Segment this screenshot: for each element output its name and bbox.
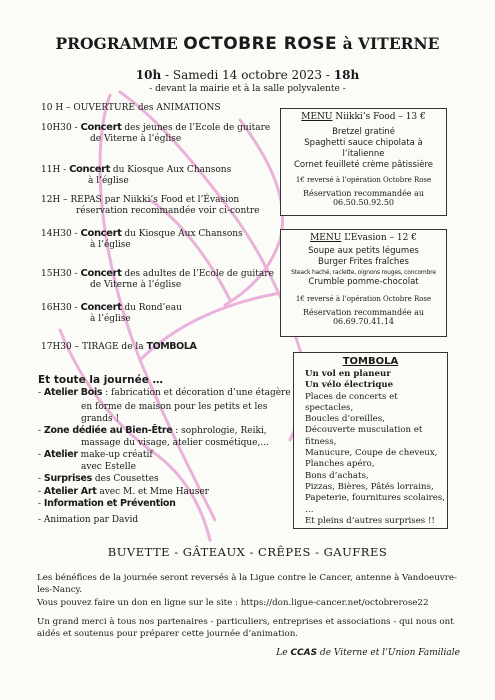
prize-item: Un vol en planeur bbox=[305, 369, 391, 379]
event-date bbox=[0, 68, 495, 82]
menu-note: 1€ reversé à l’opération Octobre Rose bbox=[295, 295, 432, 303]
prize-item: Découverte musculation et fitness, bbox=[305, 425, 423, 447]
page-title bbox=[0, 34, 495, 54]
activity-animation: - Animation par David bbox=[38, 514, 139, 525]
signature: Le CCAS de Viterne et l’Union Familiale bbox=[276, 648, 460, 658]
opening: 10 H – OUVERTURE des ANIMATIONS bbox=[41, 103, 221, 113]
prize-item: Places de concerts et spectacles, bbox=[305, 391, 398, 413]
prize-item: … bbox=[305, 504, 314, 515]
tirage: 17H30 – TIRAGE de la TOMBOLA bbox=[41, 341, 197, 352]
menu-title: MENU bbox=[301, 112, 333, 122]
menu-niikkis-food: MENU Niikki’s Food – 13 € Bretzel gratiné Spaghetti sauce chipolata à l’italienne Cornet feuilleté crème pâtissière 1€ reversé à l’opération Octobre Rose Réservation recommandée au 06.50.50.92.50 bbox=[280, 108, 447, 216]
footer-thanks: Un grand merci à tous nos partenaires - particuliers, entreprises et associations - qui nous ont aidés et soutenus pour préparer cette journée d’animation. bbox=[37, 617, 454, 639]
menu-line: Burger Frites fraîches bbox=[318, 257, 409, 267]
menu-line: Steack haché, raclette, oignons rouges, concombre bbox=[291, 269, 436, 276]
activity-art: - Atelier Art avec M. et Mme Hauser bbox=[38, 485, 209, 497]
menu-reservation: Réservation recommandée au 06.69.70.41.14 bbox=[303, 308, 424, 326]
menu-line: Spaghetti sauce chipolata à bbox=[304, 138, 423, 148]
schedule-item: 12H – REPAS par Niikki’s Food et l’Évasion réservation recommandée voir ci-contre bbox=[41, 195, 260, 217]
schedule-item: 10H30 - Concert des jeunes de l’Ecole de guitare de Viterne à l’église bbox=[41, 122, 271, 145]
prize-item: Bons d’achats, bbox=[305, 470, 369, 481]
start-time: 10h bbox=[135, 68, 162, 82]
activity-info: - Information et Prévention bbox=[38, 498, 176, 509]
prize-item: Pizzas, Bières, Pâtés lorrains, bbox=[305, 481, 434, 492]
schedule-item: 11H - Concert du Kiosque Aux Chansons à l’église bbox=[41, 164, 232, 187]
schedule-item: 16H30 - Concert du Rond’eau à l’église bbox=[41, 302, 182, 325]
schedule-item: 14H30 - Concert du Kiosque Aux Chansons à l’église bbox=[41, 228, 243, 251]
prize-item: Et pleins d’autres surprises !! bbox=[305, 515, 435, 526]
menu-title: MENU bbox=[310, 233, 342, 243]
menu-line: l’italienne bbox=[342, 149, 385, 159]
activity-bien-etre: - Zone dédiée au Bien-Être : sophrologie, Reiki, bbox=[38, 425, 267, 436]
prize-item: Boucles d’oreilles, bbox=[305, 414, 385, 425]
activity-makeup: - Atelier make-up créatif bbox=[38, 449, 153, 460]
day-activities-title: Et toute la journée … bbox=[38, 374, 164, 386]
tombola-title: TOMBOLA bbox=[342, 356, 399, 367]
menu-line: Bretzel gratiné bbox=[332, 127, 395, 137]
schedule-item: 15H30 - Concert des adultes de l’Ecole de guitare de Viterne à l’église bbox=[41, 268, 274, 291]
activity-bois: - Atelier Bois : fabrication et décoration d’une étagère bbox=[38, 386, 291, 398]
end-time: 18h bbox=[333, 68, 360, 82]
event-location: - devant la mairie et à la salle polyvalente - bbox=[149, 84, 346, 94]
prize-item: Planches apéro, bbox=[305, 459, 375, 470]
date-text: - Samedi 14 octobre 2023 - bbox=[161, 68, 334, 82]
title-prefix: PROGRAMME bbox=[55, 34, 178, 53]
title-highlight: OCTOBRE ROSE bbox=[183, 34, 338, 54]
menu-line: Cornet feuilleté crème pâtissière bbox=[293, 160, 434, 170]
menu-reservation: Réservation recommandée au 06.50.50.92.50 bbox=[303, 189, 424, 207]
menu-line: Soupe aux petits légumes bbox=[308, 246, 419, 256]
day-activities: Et toute la journée … - Atelier Bois : fabrication et décoration d’une étagère en forme de maison pour les petits et les grands ! - Zone dédiée au Bien-Être : sophrologie, Reiki, massage du visage, atelier cosmétique,... - Atelier make-up créatif avec Estelle - Surprises des Cousettes - Atelier Art avec M. et Mme Hauser - Information et Prévention - Animation par David bbox=[38, 375, 298, 526]
tombola-prizes bbox=[294, 369, 447, 527]
title-suffix: à VITERNE bbox=[342, 34, 440, 53]
activity-surprises: - Surprises des Cousettes bbox=[38, 473, 159, 484]
tombola-box bbox=[293, 352, 448, 529]
footer-donation: Vous pouvez faire un don en ligne sur le site : https://don.ligue-cancer.net/octobrerose22 bbox=[37, 598, 429, 608]
prize-item: Manucure, Coupe de cheveux, bbox=[305, 448, 438, 459]
prize-item: Un vélo électrique bbox=[305, 380, 394, 391]
menu-evasion: MENU L’Evasion – 12 € Soupe aux petits légumes Burger Frites fraîches Steack haché, raclette, oignons rouges, concombre Crumble pomme-chocolat 1€ reversé à l’opération Octobre Rose Réservation recommandée au 06.69.70.41.14 bbox=[280, 229, 447, 337]
footer-paragraph: Les bénéfices de la journée seront reversés à la Ligue contre le Cancer, antenne à Vandoeuvre-les-Nancy. bbox=[37, 573, 457, 595]
prize-item: Papeterie, fournitures scolaires, bbox=[305, 493, 446, 504]
menu-line: Crumble pomme-chocolat bbox=[308, 277, 419, 287]
buvette-line: BUVETTE - GÂTEAUX - CRÊPES - GAUFRES bbox=[107, 545, 388, 559]
menu-note: 1€ reversé à l’opération Octobre Rose bbox=[295, 176, 432, 184]
